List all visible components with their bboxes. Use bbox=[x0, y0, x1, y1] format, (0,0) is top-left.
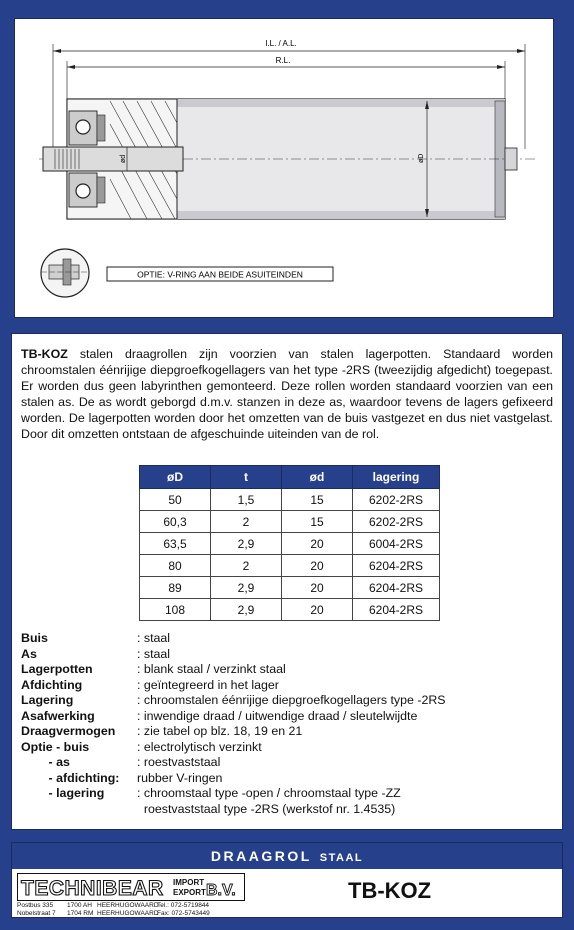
cell-t: 2,9 bbox=[211, 533, 282, 555]
addr-city-2: HEERHUGOWAARD bbox=[97, 909, 159, 917]
property-value: roestvaststaal type -2RS (werkstof nr. 1.4535) bbox=[137, 801, 396, 816]
cell-od: 89 bbox=[140, 577, 211, 599]
property-row bbox=[21, 662, 446, 678]
table-row bbox=[140, 599, 440, 621]
property-key bbox=[21, 802, 137, 818]
cell-lagering: 6204-2RS bbox=[353, 555, 440, 577]
property-value: : blank staal / verzinkt staal bbox=[137, 662, 286, 676]
cell-od: 63,5 bbox=[140, 533, 211, 555]
property-key: Asafwerking bbox=[21, 708, 95, 723]
option-label: OPTIE: V-RING AAN BEIDE ASUITEINDEN bbox=[137, 269, 303, 280]
spec-table bbox=[139, 465, 440, 621]
cell-t: 2,9 bbox=[211, 599, 282, 621]
property-key: Lagerpotten bbox=[21, 662, 93, 676]
dim-od-label: øD bbox=[418, 153, 425, 163]
cell-od-small: 20 bbox=[282, 555, 353, 577]
cell-od-small: 20 bbox=[282, 577, 353, 599]
table-row bbox=[140, 489, 440, 511]
header-lagering: lagering bbox=[353, 466, 440, 489]
addr-street: Nobelstraat 7 bbox=[17, 909, 56, 917]
cell-od: 60,3 bbox=[140, 511, 211, 533]
intro-model-name: TB-KOZ bbox=[21, 347, 68, 361]
property-row bbox=[21, 740, 446, 756]
cell-lagering: 6202-2RS bbox=[353, 489, 440, 511]
addr-postbus: Postbus 335 bbox=[17, 902, 54, 909]
property-key: - lagering bbox=[21, 786, 105, 800]
addr-postcode-2: 1704 RM bbox=[67, 909, 94, 917]
property-row bbox=[21, 693, 446, 709]
footer-title-main: DRAAGROL bbox=[210, 848, 312, 864]
property-row bbox=[21, 709, 446, 725]
intro-paragraph bbox=[21, 346, 553, 442]
property-row bbox=[21, 786, 446, 802]
technical-drawing bbox=[14, 18, 554, 318]
header-t: t bbox=[211, 466, 282, 489]
property-row bbox=[21, 678, 446, 694]
property-key: - afdichting: bbox=[21, 770, 120, 785]
cell-lagering: 6204-2RS bbox=[353, 577, 440, 599]
property-key: Optie - buis bbox=[21, 739, 90, 754]
model-code: TB-KOZ bbox=[348, 878, 432, 903]
cell-t: 2 bbox=[211, 511, 282, 533]
logo-import: IMPORT bbox=[173, 878, 205, 887]
table-row bbox=[140, 577, 440, 599]
dim-il-label: I.L. / A.L. bbox=[265, 39, 297, 48]
footer bbox=[11, 842, 563, 918]
property-key: As bbox=[21, 646, 37, 661]
company-address bbox=[17, 902, 210, 917]
property-key: - as bbox=[21, 755, 70, 769]
property-row bbox=[21, 755, 446, 771]
spec-table-header-row bbox=[140, 466, 440, 489]
logo-text: TECHNIBEAR bbox=[21, 877, 164, 900]
property-value: : chroomstaal type -open / chroomstaal type -ZZ bbox=[137, 786, 401, 800]
dim-rl-label: R.L. bbox=[275, 56, 291, 65]
addr-tel: Tel.: 072-5719844 bbox=[157, 902, 210, 909]
addr-postcode-1: 1700 AH bbox=[67, 902, 92, 909]
properties-list bbox=[21, 631, 446, 817]
footer-title-sub: STAAL bbox=[319, 852, 364, 864]
content-panel bbox=[11, 333, 563, 830]
cell-od: 108 bbox=[140, 599, 211, 621]
property-row bbox=[21, 631, 446, 647]
cell-t: 2 bbox=[211, 555, 282, 577]
property-value: : chroomstalen éénrijige diepgroefkogellagers type -2RS bbox=[137, 693, 446, 707]
property-value: : staal bbox=[137, 631, 171, 645]
property-value: : inwendige draad / uitwendige draad / sleutelwijdte bbox=[137, 708, 418, 723]
cell-od-small: 15 bbox=[282, 489, 353, 511]
header-od-small: ød bbox=[282, 466, 353, 489]
property-value: : electrolytisch verzinkt bbox=[137, 739, 262, 754]
property-key: Draagvermogen bbox=[21, 724, 116, 738]
header-od: øD bbox=[140, 466, 211, 489]
property-row bbox=[21, 802, 446, 818]
table-row bbox=[140, 511, 440, 533]
cell-lagering: 6202-2RS bbox=[353, 511, 440, 533]
intro-text: stalen draagrollen zijn voorzien van stalen lagerpotten. Standaard worden chroomstalen éénrijige diepgroefkogellagers van het type -2RS (tweezijdig afgedicht) toegepast. Er worden dus geen labyrinthen gemonteerd. Deze rollen worden standaard voorzien van een stalen as. De as wordt geborgd d.m.v. stanzen in deze as, waardoor tevens de lagers gefixeerd worden. De lagerpotten worden door het omzetten van de buis vastgezet en dus niet vastgelast. Door dit omzetten ontstaan de afgeschuinde uiteinden van de rol. bbox=[21, 347, 553, 441]
cell-lagering: 6004-2RS bbox=[353, 533, 440, 555]
property-value: : staal bbox=[137, 646, 171, 661]
property-value: : zie tabel op blz. 18, 19 en 21 bbox=[137, 724, 303, 738]
property-row bbox=[21, 771, 446, 787]
property-value: rubber V-ringen bbox=[137, 770, 223, 785]
property-value: : geïntegreerd in het lager bbox=[137, 677, 279, 692]
cell-od: 50 bbox=[140, 489, 211, 511]
cell-lagering: 6204-2RS bbox=[353, 599, 440, 621]
property-row bbox=[21, 724, 446, 740]
logo-bv: B.V. bbox=[206, 882, 236, 899]
cell-od-small: 15 bbox=[282, 511, 353, 533]
property-key: Afdichting bbox=[21, 677, 83, 692]
property-key: Lagering bbox=[21, 693, 74, 707]
cell-od: 80 bbox=[140, 555, 211, 577]
cell-t: 2,9 bbox=[211, 577, 282, 599]
cell-od-small: 20 bbox=[282, 533, 353, 555]
addr-city-1: HEERHUGOWAARD bbox=[97, 902, 159, 909]
dim-od-small-label: ød bbox=[120, 154, 127, 163]
table-row bbox=[140, 533, 440, 555]
roller-drawing bbox=[15, 19, 555, 319]
technibear-logo bbox=[17, 873, 245, 901]
table-row bbox=[140, 555, 440, 577]
cell-od-small: 20 bbox=[282, 599, 353, 621]
logo-export: EXPORT bbox=[173, 888, 206, 897]
property-key: Buis bbox=[21, 631, 48, 645]
addr-fax: Fax: 072-5743449 bbox=[157, 909, 210, 917]
cell-t: 1,5 bbox=[211, 489, 282, 511]
property-row bbox=[21, 647, 446, 663]
footer-title-bar bbox=[12, 843, 562, 869]
property-value: : roestvaststaal bbox=[137, 755, 221, 769]
